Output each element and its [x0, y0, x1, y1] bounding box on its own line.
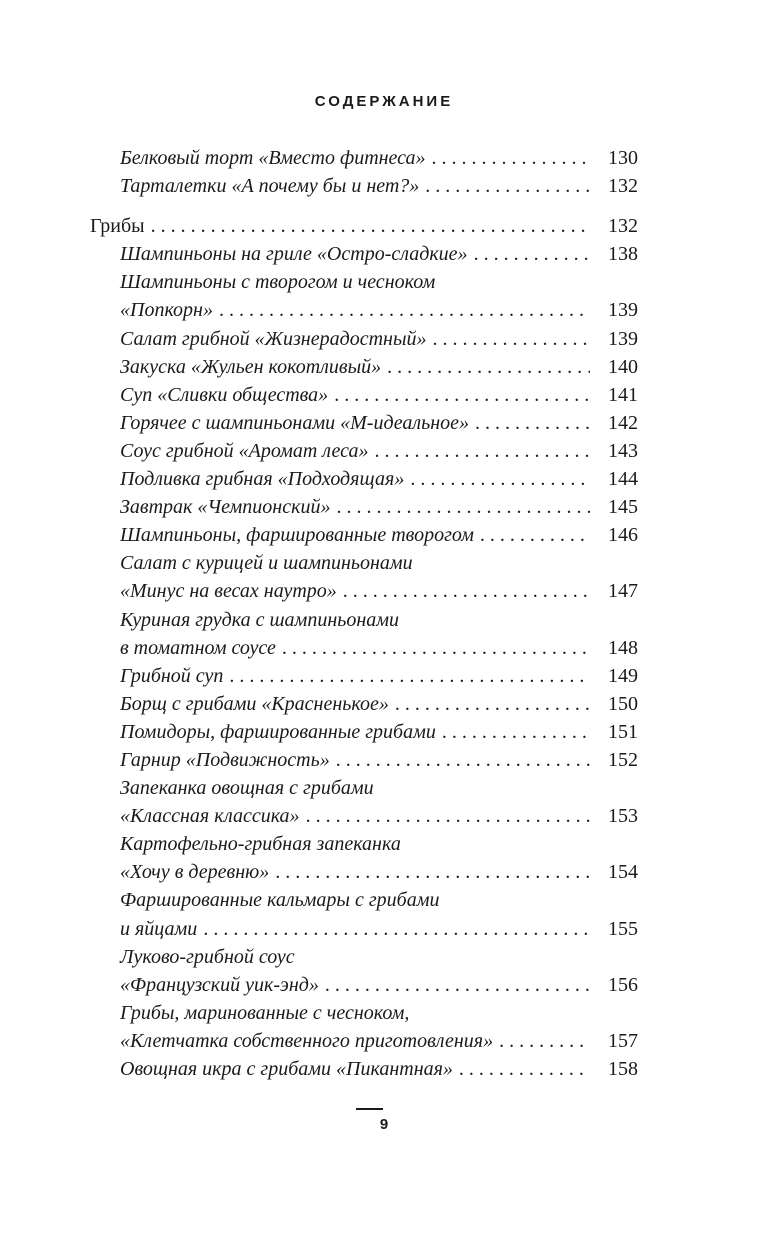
toc-entry-page: 153: [608, 805, 638, 828]
toc-entry: [90, 999, 638, 1027]
toc-entry: [90, 690, 638, 718]
toc-entry-page: 138: [608, 243, 638, 266]
dot-leader: [432, 144, 590, 172]
toc-entry-title: Луково-грибной соус: [120, 945, 295, 968]
toc-entry-page: 139: [608, 327, 638, 350]
toc-entry-title: Гарнир «Подвижность»: [120, 748, 330, 771]
footer-divider: [356, 1108, 383, 1110]
dot-leader: [219, 296, 590, 324]
toc-entry: [90, 268, 638, 296]
toc-entry: [90, 606, 638, 634]
toc-entry-page: 152: [608, 748, 638, 771]
toc-entry-page: 148: [608, 636, 638, 659]
dot-leader: [480, 521, 590, 549]
toc-entry-page: 144: [608, 468, 638, 491]
toc-entry: [90, 662, 638, 690]
toc-entry-page: 150: [608, 692, 638, 715]
dot-leader: [275, 858, 590, 886]
toc-entry-page: 154: [608, 861, 638, 884]
dot-leader: [336, 493, 590, 521]
toc-entry-title: Грибы: [90, 215, 145, 238]
toc-entry-title: и яйцами: [120, 917, 198, 940]
dot-leader: [325, 971, 590, 999]
toc-entry-title: Куриная грудка с шампиньонами: [120, 608, 400, 631]
toc-entry-title: «Клетчатка собственного приготовления»: [120, 1029, 494, 1052]
toc-entry-page: 149: [608, 664, 638, 687]
page-header: СОДЕРЖАНИЕ: [314, 93, 454, 110]
toc-entry-page: 139: [608, 299, 638, 322]
toc-entry-title: Закуска «Жульен кокотливый»: [120, 355, 382, 378]
dot-leader: [395, 690, 590, 718]
toc-entry-page: 158: [608, 1058, 638, 1080]
toc-entry-title: Салат грибной «Жизнерадостный»: [120, 327, 427, 350]
toc-entry-title: Борщ с грибами «Красненькое»: [120, 692, 389, 715]
toc-entry: [90, 858, 638, 886]
toc-entry-title: Завтрак «Чемпионский»: [120, 496, 331, 519]
toc-entry-page: 132: [608, 215, 638, 238]
toc-entry-title: Шампиньоны с творогом и чесноком: [120, 271, 436, 294]
toc-entry: [90, 915, 638, 943]
toc-entry: [90, 718, 638, 746]
dot-leader: [410, 465, 590, 493]
toc-entry-page: 155: [608, 917, 638, 940]
dot-leader: [151, 212, 590, 240]
dot-leader: [336, 746, 590, 774]
dot-leader: [459, 1055, 590, 1083]
toc-entry-title: Помидоры, фаршированные грибами: [120, 720, 436, 743]
toc-entry-title: Фаршированные кальмары с грибами: [120, 889, 440, 912]
toc-entry-page: 130: [608, 147, 638, 169]
toc-entry-title: «Минус на весах наутро»: [120, 580, 337, 603]
toc-section: [90, 212, 638, 240]
toc-entry-title: Грибной суп: [120, 664, 224, 687]
toc-entry-title: в томатном соусе: [120, 636, 276, 659]
dot-leader: [203, 915, 590, 943]
toc-entry: [90, 971, 638, 999]
toc-entry-page: 140: [608, 355, 638, 378]
toc-entry-title: Запеканка овощная с грибами: [120, 777, 374, 800]
dot-leader: [387, 353, 590, 381]
toc-entry-title: «Попкорн»: [120, 299, 213, 322]
toc-entry: [90, 549, 638, 577]
toc-entry-title: Белковый торт «Вместо фитнеса»: [120, 147, 426, 169]
toc-entry-title: Шампиньоны на гриле «Остро-сладкие»: [120, 243, 468, 266]
toc-entry: [90, 144, 638, 172]
toc-entry: [90, 353, 638, 381]
toc-entry-title: Подливка грибная «Подходящая»: [120, 468, 405, 491]
toc-entry: [90, 830, 638, 858]
dot-leader: [306, 802, 590, 830]
toc-entry: [90, 381, 638, 409]
toc-entry-title: Соус грибной «Аромат леса»: [120, 439, 369, 462]
toc-entry-page: 157: [608, 1029, 638, 1052]
toc-entry-page: 145: [608, 496, 638, 519]
dot-leader: [425, 172, 590, 200]
toc-entry-title: Овощная икра с грибами «Пикантная»: [120, 1058, 453, 1080]
toc-entry-page: 146: [608, 524, 638, 547]
toc-entry: [90, 409, 638, 437]
toc-entry: [90, 1027, 638, 1055]
toc-entry-page: 132: [608, 175, 638, 198]
toc-entry-title: «Хочу в деревню»: [120, 861, 270, 884]
toc-entry: [90, 437, 638, 465]
toc-entry: [90, 634, 638, 662]
page-number: 9: [379, 1116, 389, 1133]
toc-entry-title: Шампиньоны, фаршированные творогом: [120, 524, 474, 547]
dot-leader: [229, 662, 590, 690]
toc-entry-title: Суп «Сливки общества»: [120, 383, 329, 406]
toc-entry: [90, 172, 638, 200]
dot-leader: [475, 409, 590, 437]
toc-entry-title: Горячее с шампиньонами «М-идеальное»: [120, 411, 470, 434]
toc-entry: [90, 802, 638, 830]
toc-entry: [90, 240, 638, 268]
toc-entry: [90, 886, 638, 914]
toc-entry-title: Грибы, маринованные с чесноком,: [120, 1001, 410, 1024]
table-of-contents: [90, 144, 638, 1083]
dot-leader: [499, 1027, 590, 1055]
toc-entry: [90, 493, 638, 521]
toc-entry-page: 156: [608, 973, 638, 996]
toc-entry-title: Салат с курицей и шампиньонами: [120, 552, 413, 575]
toc-entry: [90, 521, 638, 549]
toc-entry-page: 141: [608, 383, 638, 406]
toc-entry: [90, 325, 638, 353]
toc-entry: [90, 1055, 638, 1083]
toc-entry: [90, 943, 638, 971]
toc-entry-title: «Классная классика»: [120, 805, 300, 828]
toc-entry: [90, 577, 638, 605]
dot-leader: [474, 240, 590, 268]
dot-leader: [442, 718, 590, 746]
dot-leader: [433, 325, 591, 353]
dot-leader: [282, 634, 590, 662]
dot-leader: [374, 437, 590, 465]
toc-entry-title: Тарталетки «А почему бы и нет?»: [120, 175, 420, 198]
toc-entry: [90, 465, 638, 493]
toc-entry-page: 143: [608, 439, 638, 462]
dot-leader: [343, 577, 590, 605]
toc-entry: [90, 774, 638, 802]
toc-entry-page: 147: [608, 580, 638, 603]
toc-entry-title: «Французский уик-энд»: [120, 973, 319, 996]
dot-leader: [334, 381, 590, 409]
toc-entry: [90, 296, 638, 324]
toc-entry: [90, 746, 638, 774]
toc-entry-title: Картофельно-грибная запеканка: [120, 833, 401, 856]
toc-entry-page: 151: [608, 720, 638, 743]
toc-entry-page: 142: [608, 411, 638, 434]
